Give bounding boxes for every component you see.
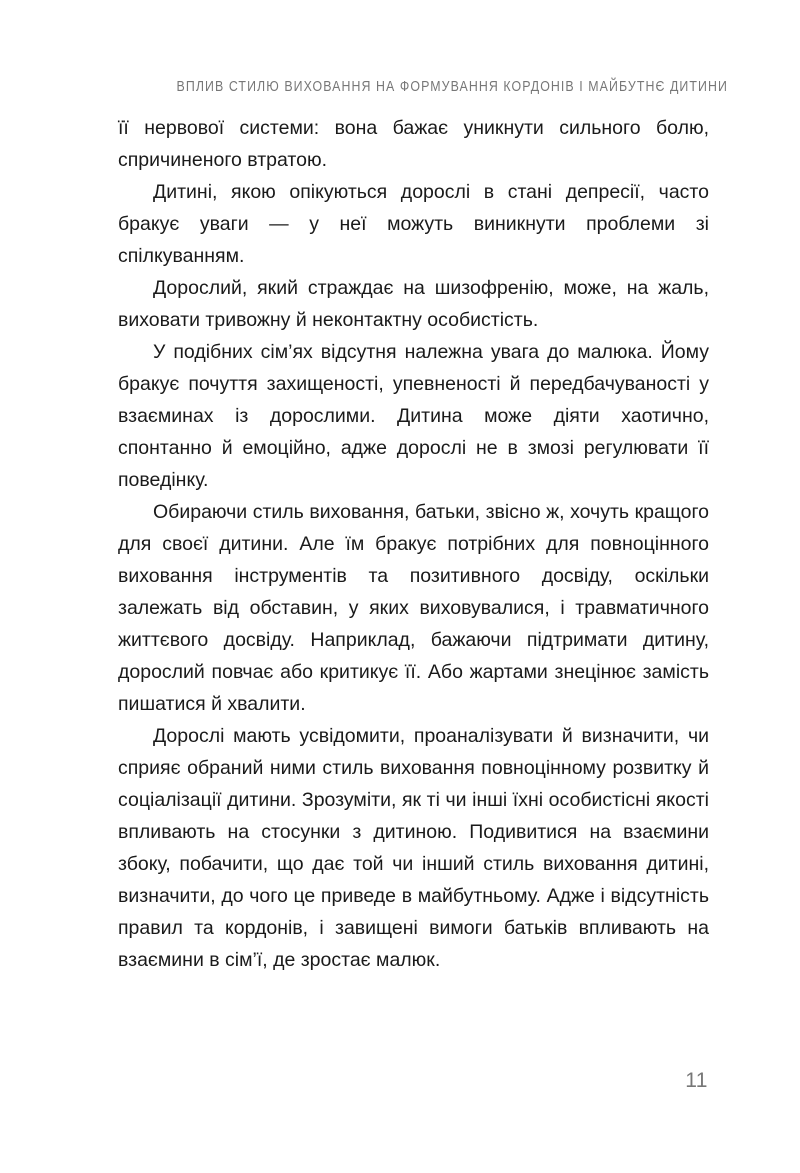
paragraph-5: Обираючи стиль виховання, батьки, звісно ж, хочуть кращого для своєї дитини. Але їм бракує потрібних для повноцінного виховання інструментів та позитивного досвіду, оскільки залежать від обставин, у яких виховувалися, і травматичного життєвого досвіду. Наприклад, бажаючи підтримати дитину, дорослий повчає або критикує її. Або жартами знецінює замість пишатися й хвалити. <box>118 501 709 715</box>
paragraph-3: Дорослий, який страждає на шизофренію, може, на жаль, виховати тривожну й неконтактну особистість. <box>118 277 709 331</box>
body-text <box>118 112 709 976</box>
paragraph-6: Дорослі мають усвідомити, проаналізувати й визначити, чи сприяє обраний ними стиль виховання повноцінному розвитку й соціалізації дитини. Зрозуміти, як ті чи інші їхні особистісні якості впливають на стосунки з дитиною. Подивитися на взаємини збоку, побачити, що дає той чи інший стиль виховання дитині, визначити, до чого це приведе в майбутньому. Адже і відсутність правил та кордонів, і завищені вимоги батьків впливають на взаємини в сім’ї, де зростає малюк. <box>118 725 709 971</box>
page-number: 11 <box>685 1069 708 1092</box>
paragraph-1: її нервової системи: вона бажає уникнути сильного болю, спричиненого втратою. <box>118 117 709 171</box>
running-header: ВПЛИВ СТИЛЮ ВИХОВАННЯ НА ФОРМУВАННЯ КОРДОНІВ І МАЙБУТНЄ ДИТИНИ <box>176 79 728 95</box>
paragraph-2: Дитині, якою опікуються дорослі в стані депресії, часто бракує уваги — у неї можуть виникнути проблеми зі спілкуванням. <box>118 181 709 267</box>
paragraph-4: У подібних сім’ях відсутня належна увага до малюка. Йому бракує почуття захищеності, упевненості й передбачуваності у взаєминах із дорослими. Дитина може діяти хаотично, спонтанно й емоційно, адже дорослі не в змозі регулювати її поведінку. <box>118 341 709 491</box>
